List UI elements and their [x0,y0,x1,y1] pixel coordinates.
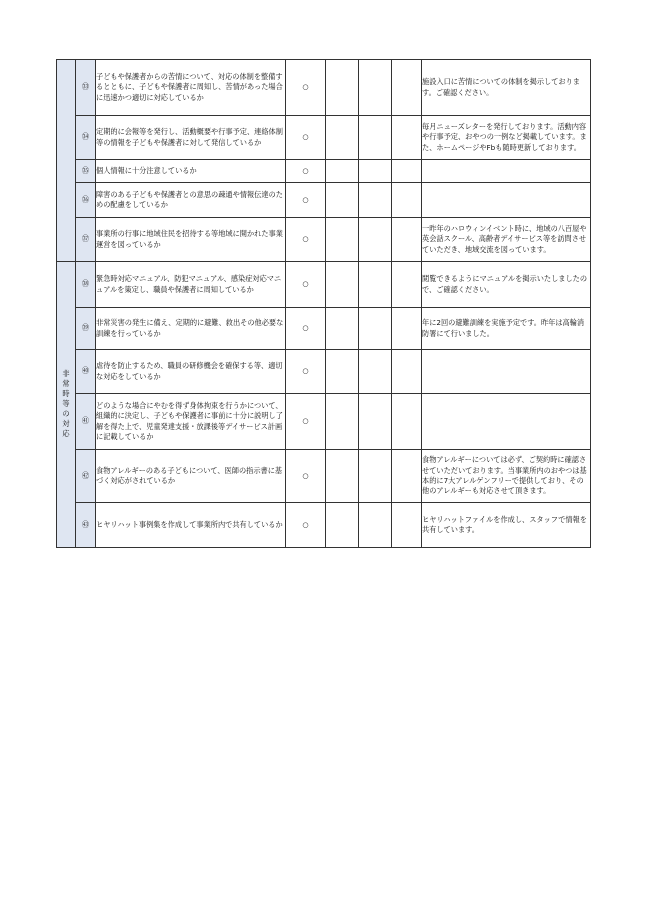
item-number: ㊵ [76,350,96,394]
empty-cell [392,308,422,350]
empty-cell [392,350,422,394]
item-text: 定期的に会報等を発行し、活動概要や行事予定、連絡体制等の情報を子どもや保護者に対して発信しているか [96,116,286,160]
check-mark: ○ [286,350,326,394]
item-number: ㉞ [76,116,96,160]
empty-cell [392,262,422,308]
item-text: ヒヤリハット事例集を作成して事業所内で共有しているか [96,503,286,548]
check-mark: ○ [286,503,326,548]
empty-cell [392,60,422,116]
empty-cell [359,503,392,548]
empty-cell [359,450,392,503]
empty-cell [392,503,422,548]
item-text: 個人情報に十分注意しているか [96,160,286,183]
item-text: 食物アレルギーのある子どもについて、医師の指示書に基づく対応がされているか [96,450,286,503]
empty-cell [359,262,392,308]
remark-text [422,183,591,218]
empty-cell [359,350,392,394]
empty-cell [326,394,359,450]
check-mark: ○ [286,183,326,218]
remark-text: 年に2回の避難訓練を実施予定です。昨年は高輪消防署にて行いました。 [422,308,591,350]
check-mark: ○ [286,394,326,450]
empty-cell [326,183,359,218]
empty-cell [326,503,359,548]
empty-cell [359,183,392,218]
item-text: どのような場合にやむを得ず身体拘束を行うかについて、組織的に決定し、子どもや保護者に事前に十分に説明し了解を得た上で、児童発達支援・放課後等デイサービス計画に記載しているか [96,394,286,450]
item-text: 事業所の行事に地域住民を招待する等地域に開かれた事業運営を図っているか [96,218,286,262]
check-mark: ○ [286,160,326,183]
empty-cell [326,350,359,394]
remark-text: 施設入口に苦情についての体制を掲示しております。ご確認ください。 [422,60,591,116]
item-number: ㉝ [76,60,96,116]
remark-text: 食物アレルギーについては必ず、ご契約時に確認させていただいております。当事業所内のおやつは基本的に7大アレルゲンフリーで提供しており、その他のアレルギーも対応させて頂きます。 [422,450,591,503]
section-label: 非常時等の対応 [62,369,70,439]
remark-text [422,350,591,394]
table-row [57,308,591,350]
empty-cell [359,394,392,450]
table-row [57,350,591,394]
item-number: ㊱ [76,183,96,218]
empty-cell [359,218,392,262]
empty-cell [359,308,392,350]
item-text: 緊急時対応マニュアル、防犯マニュアル、感染症対応マニュアルを策定し、職員や保護者に周知しているか [96,262,286,308]
table-row [57,60,591,116]
remark-text: 毎月ニューズレターを発行しております。活動内容や行事予定、おやつの一例など掲載しています。また、ホームページやFbも随時更新しております。 [422,116,591,160]
item-text: 非常災害の発生に備え、定期的に避難、救出その他必要な訓練を行っているか [96,308,286,350]
empty-cell [359,60,392,116]
remark-text: ヒヤリハットファイルを作成し、スタッフで情報を共有しています。 [422,503,591,548]
remark-text: 一昨年のハロウィンイベント時に、地域の八百屋や英会話スクール、高齢者デイサービス等を訪問させていただき、地域交流を図っています。 [422,218,591,262]
empty-cell [359,116,392,160]
table-row [57,262,591,308]
check-mark: ○ [286,60,326,116]
item-text: 子どもや保護者からの苦情について、対応の体制を整備するとともに、子どもや保護者に周知し、苦情があった場合に迅速かつ適切に対応しているか [96,60,286,116]
section-cell [57,262,76,548]
item-text: 障害のある子どもや保護者との意思の疎通や情報伝達のための配慮をしているか [96,183,286,218]
check-mark: ○ [286,308,326,350]
check-mark: ○ [286,116,326,160]
item-number: ㊷ [76,450,96,503]
item-number: ㊳ [76,262,96,308]
remark-text [422,160,591,183]
table-row [57,116,591,160]
empty-cell [326,60,359,116]
empty-cell [392,450,422,503]
table-row [57,218,591,262]
item-number: ㊴ [76,308,96,350]
item-number: ㊸ [76,503,96,548]
item-number: ㉟ [76,160,96,183]
empty-cell [326,116,359,160]
empty-cell [392,394,422,450]
item-text: 虐待を防止するため、職員の研修機会を確保する等、適切な対応をしているか [96,350,286,394]
empty-cell [326,218,359,262]
remark-text [422,394,591,450]
table-row [57,503,591,548]
empty-cell [326,308,359,350]
item-number: ㊲ [76,218,96,262]
evaluation-table [56,59,591,548]
table-body [57,60,591,548]
empty-cell [326,160,359,183]
empty-cell [326,262,359,308]
empty-cell [392,183,422,218]
table-row [57,450,591,503]
table-row [57,394,591,450]
item-number: ㊶ [76,394,96,450]
check-mark: ○ [286,262,326,308]
remark-text: 閲覧できるようにマニュアルを掲示いたしましたので、ご確認ください。 [422,262,591,308]
empty-cell [326,450,359,503]
empty-cell [392,160,422,183]
check-mark: ○ [286,218,326,262]
empty-cell [392,116,422,160]
empty-cell [359,160,392,183]
table-row [57,160,591,183]
section-cell-blank [57,60,76,262]
table-row [57,183,591,218]
empty-cell [392,218,422,262]
check-mark: ○ [286,450,326,503]
